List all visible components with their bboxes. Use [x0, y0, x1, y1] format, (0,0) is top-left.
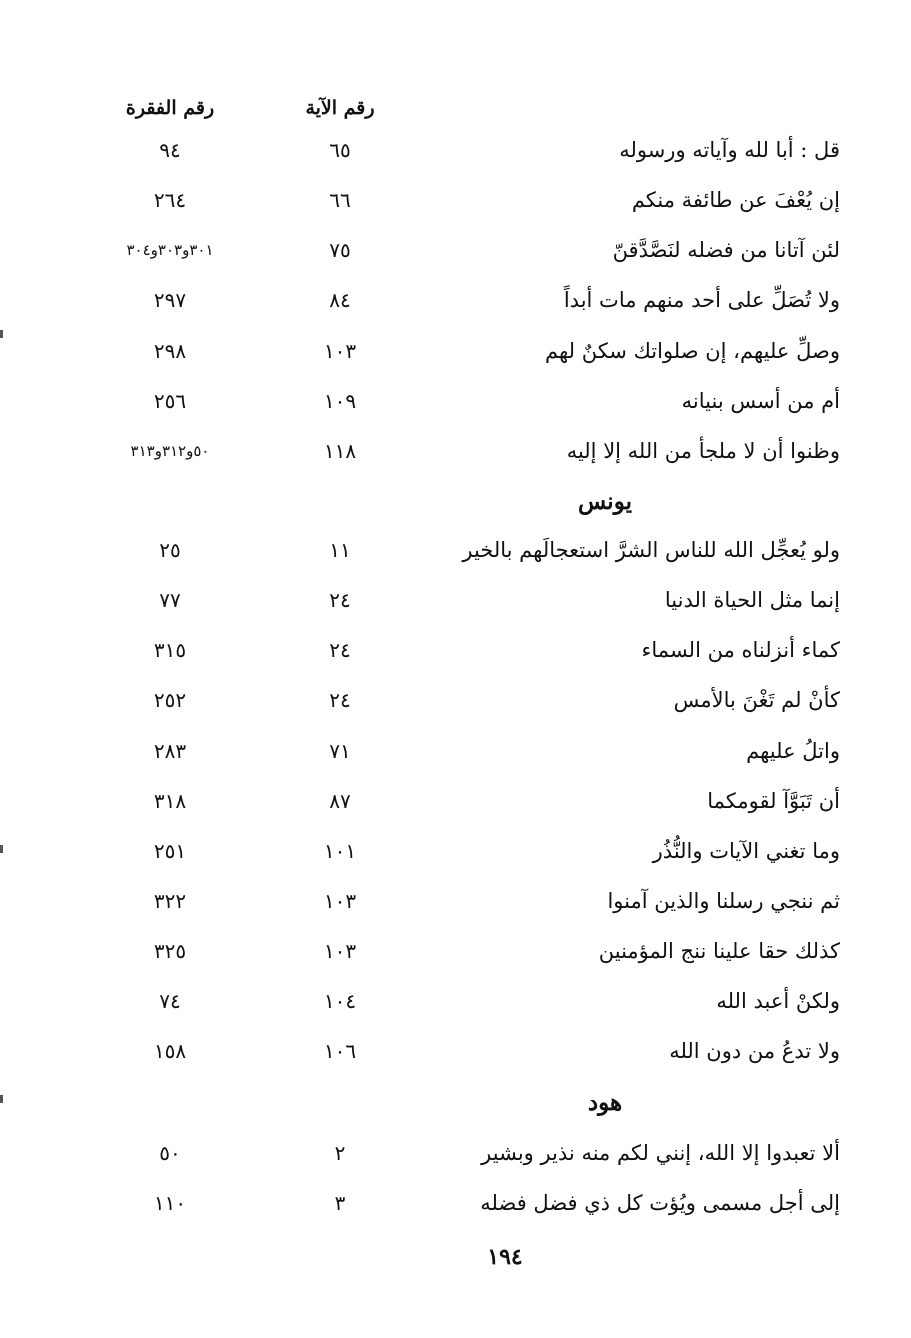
index-row — [100, 680, 840, 720]
paragraph-number: ٣٠١و٣٠٣و٣٠٤ — [126, 241, 214, 259]
verse-text: وظنوا أن لا ملجأ من الله إلا إليه — [566, 439, 840, 463]
ayah-number: ١٠٣ — [323, 889, 357, 913]
verse-text: وما تغني الآيات والنُّذُر — [652, 839, 840, 863]
verse-text: ولو يُعجِّل الله للناس الشرَّ استعجالَهم بالخير — [462, 538, 840, 562]
paragraph-number: ٩٤ — [159, 138, 181, 162]
scan-margin-mark — [0, 845, 3, 853]
index-row — [100, 230, 840, 270]
index-row — [100, 781, 840, 821]
index-row — [100, 431, 840, 471]
paragraph-number: ٢٩٨ — [153, 339, 187, 363]
index-row — [100, 1183, 840, 1223]
paragraph-number: ٢٥٦ — [153, 389, 187, 413]
paragraph-number: ٧٧ — [159, 588, 181, 612]
ayah-number: ٣ — [334, 1191, 346, 1215]
index-row — [100, 530, 840, 570]
verse-text: إن يُعْفَ عن طائفة منكم — [631, 188, 840, 212]
paragraph-number: ٢٥ — [159, 538, 181, 562]
index-row — [100, 1133, 840, 1173]
verse-text: واتلُ عليهم — [746, 739, 840, 763]
index-row — [100, 130, 840, 170]
ayah-number: ٢٤ — [329, 688, 351, 712]
paragraph-number: ٢٥١ — [153, 839, 187, 863]
verse-text: وصلِّ عليهم، إن صلواتك سكنٌ لهم — [544, 339, 840, 363]
paragraph-number: ٣٢٢ — [153, 889, 187, 913]
index-row — [100, 881, 840, 921]
paragraph-number: ٥٠ — [159, 1141, 181, 1165]
verse-text: ولا تدعُ من دون الله — [669, 1039, 840, 1063]
verse-text: كأنْ لم تَغْنَ بالأمس — [673, 688, 840, 712]
ayah-number: ١٠٦ — [323, 1039, 357, 1063]
surah-heading — [100, 482, 840, 522]
paragraph-number: ٣٢٥ — [153, 939, 187, 963]
ayah-number: ٢ — [334, 1141, 346, 1165]
ayah-number: ٢٤ — [329, 638, 351, 662]
ayah-number: ٨٤ — [329, 288, 351, 312]
paragraph-number: ٧٤ — [159, 989, 181, 1013]
column-header — [100, 88, 840, 128]
index-row — [100, 931, 840, 971]
paragraph-number: ٥٠و٣١٢و٣١٣ — [130, 442, 210, 460]
paragraph-number-header: رقم الفقرة — [125, 97, 215, 119]
ayah-number: ٧٥ — [329, 238, 351, 262]
verse-text: قل : أبا لله وآياته ورسوله — [619, 138, 840, 162]
surah-title-hud: هود — [587, 1089, 623, 1116]
verse-text: أم من أسس بنيانه — [681, 389, 840, 413]
ayah-number: ١٠٣ — [323, 939, 357, 963]
verse-text: لئن آتانا من فضله لنَصَّدَّقنّ — [612, 238, 840, 262]
verse-text: أن تَبَوَّآ لقومكما — [707, 789, 840, 813]
scan-margin-mark — [0, 1095, 3, 1103]
ayah-number: ٦٦ — [329, 188, 351, 212]
index-row — [100, 580, 840, 620]
paragraph-number: ١٥٨ — [153, 1039, 187, 1063]
ayah-number: ١١ — [329, 538, 351, 562]
paragraph-number: ١١٠ — [153, 1191, 187, 1215]
ayah-number: ١٠٤ — [323, 989, 357, 1013]
index-row — [100, 1031, 840, 1071]
ayah-number: ٨٧ — [329, 789, 351, 813]
verse-text: ولكنْ أعبد الله — [716, 989, 840, 1013]
index-row — [100, 331, 840, 371]
verse-text: ألا تعبدوا إلا الله، إنني لكم منه نذير وبشير — [481, 1141, 840, 1165]
ayah-number: ٧١ — [329, 739, 351, 763]
surah-title-yunus: يونس — [577, 488, 632, 515]
ayah-number: ١٠٣ — [323, 339, 357, 363]
verse-text: كماء أنزلناه من السماء — [641, 638, 840, 662]
surah-heading — [100, 1083, 840, 1123]
ayah-number: ١٠١ — [323, 839, 357, 863]
ayah-number: ٦٥ — [329, 138, 351, 162]
index-row — [100, 831, 840, 871]
ayah-number: ١١٨ — [323, 439, 357, 463]
paragraph-number: ٢٨٣ — [153, 739, 187, 763]
ayah-number: ١٠٩ — [323, 389, 357, 413]
paragraph-number: ٢٥٢ — [153, 688, 187, 712]
paragraph-number: ٢٦٤ — [153, 188, 187, 212]
scan-margin-mark — [0, 330, 3, 338]
page-number: ١٩٤ — [487, 1244, 523, 1270]
verse-text: ولا تُصَلِّ على أحد منهم مات أبداً — [563, 288, 840, 312]
index-row — [100, 731, 840, 771]
index-row — [100, 280, 840, 320]
index-row — [100, 381, 840, 421]
index-row — [100, 180, 840, 220]
verse-text: إلى أجل مسمى ويُؤت كل ذي فضل فضله — [480, 1191, 840, 1215]
ayah-number-header: رقم الآية — [305, 97, 375, 119]
verse-text: إنما مثل الحياة الدنيا — [664, 588, 840, 612]
index-row — [100, 630, 840, 670]
paragraph-number: ٢٩٧ — [153, 288, 187, 312]
ayah-number: ٢٤ — [329, 588, 351, 612]
verse-text: كذلك حقا علينا ننج المؤمنين — [598, 939, 840, 963]
paragraph-number: ٣١٥ — [153, 638, 187, 662]
index-row — [100, 981, 840, 1021]
paragraph-number: ٣١٨ — [153, 789, 187, 813]
verse-text: ثم ننجي رسلنا والذين آمنوا — [607, 889, 840, 913]
